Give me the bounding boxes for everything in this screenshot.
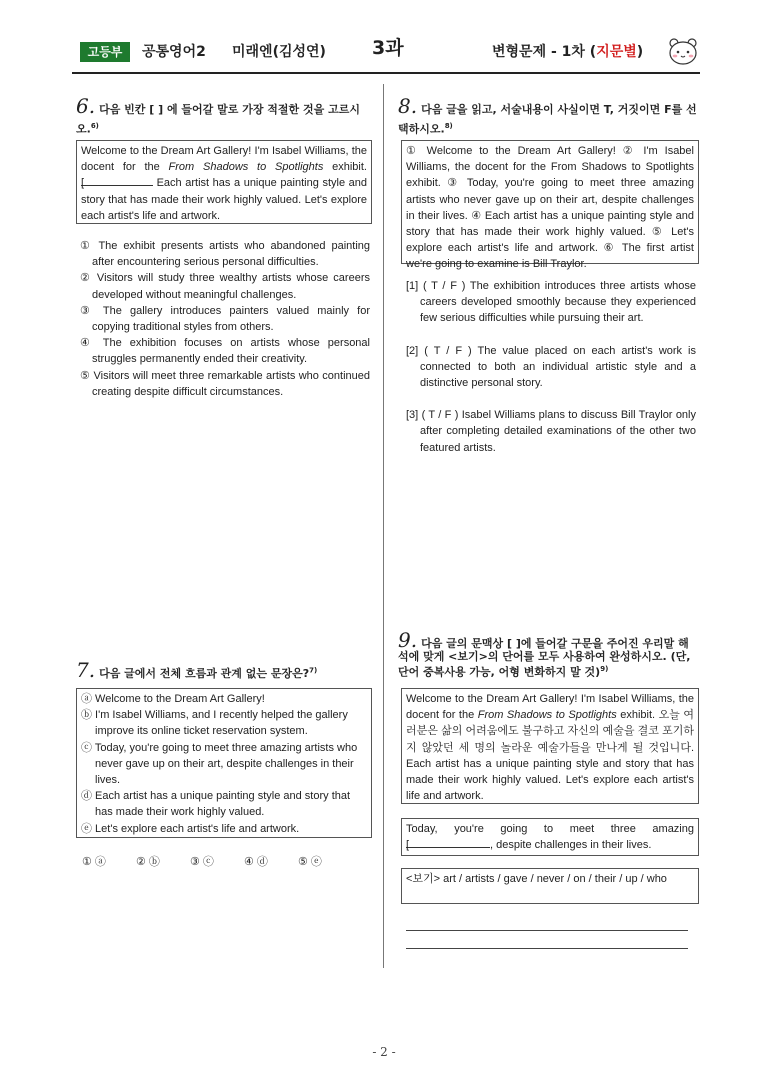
q7-sentence: ⓓ Each artist has a unique painting style and story that has made their work highly valued. <box>81 790 351 819</box>
q7-choice[interactable]: ④ ⓓ <box>244 856 268 868</box>
q6-option[interactable]: ③ The gallery introduces painters valued mainly for copying traditional styles from others. <box>80 304 370 334</box>
q7-sentence: ⓐ Welcome to the Dream Art Gallery! <box>81 693 265 705</box>
q8-tf-item[interactable]: [1] ( T / F ) The exhibition introduces three artists whose careers developed smoothly because they experienced few serious difficulties while pursuing their art. <box>406 280 696 325</box>
answer-blank[interactable]: [ <box>406 837 490 848</box>
q9-prompt: 9. 다음 글의 문맥상 [ ]에 들어갈 구문을 주어진 우리말 해석에 맞게 <보기>의 단어를 모두 사용하여 완성하시오. (단, 단어 중복사용 가능, 어형 변화하지 말 것)$^{9)}$ <box>398 628 691 679</box>
q6-prompt: 6. 다음 빈칸 [ ] 에 들어갈 말로 가장 적절한 것을 고르시오.$^{6)}$ <box>76 94 360 136</box>
q9-bogi: <보기> art / artists / gave / never / on / their / up / who <box>401 868 699 904</box>
q6-option[interactable]: ⑤ Visitors will meet three remarkable artists who continued creating despite difficult circumstances. <box>80 369 370 398</box>
q9-sentence: Today, you're going to meet three amazing [ , despite challenges in their lives. <box>401 818 699 856</box>
answer-line[interactable] <box>406 930 688 931</box>
q8-prompt: 8. 다음 글을 읽고, 서술내용이 사실이면 T, 거짓이면 F를 선택하시오.$^{8)}$ <box>398 94 697 136</box>
q7-prompt: 7. 다음 글에서 전체 흐름과 관계 없는 문장은?$^{7)}$ <box>76 658 318 682</box>
q7-sentence: ⓔ Let's explore each artist's life and artwork. <box>81 822 300 835</box>
q8-tf-item[interactable]: [2] ( T / F ) The value placed on each artist's work is connected to both an individual artistic style and a distinctive personal story. <box>406 344 696 390</box>
q7-sentence: ⓒ Today, you're going to meet three amazing artists who never gave up on their art, despite challenges in their lives. <box>81 741 358 787</box>
header-rule <box>72 72 700 74</box>
q6-option[interactable]: ① The exhibit presents artists who abandoned painting after encountering serious personal difficulties. <box>80 240 370 269</box>
q7-choice[interactable]: ③ ⓒ <box>190 856 214 868</box>
test-type: 변형문제 - 1차 (지문별) <box>492 44 644 60</box>
page-number: - 2 - <box>372 1045 396 1059</box>
q9-passage: Welcome to the Dream Art Gallery! I'm Isabel Williams, the docent for the From Shadows to Spotlights exhibit. 오늘 여러분은 삶의 어려움에도 불구하고 자신의 예술을 결코 포기하지 않았던 세 명의 놀라운 예술가들을 만나게 될 것입니다. Each artist has a unique painting style and story that has made their work highly valued. Let's explore each artist's life and artwork. <box>401 688 699 804</box>
q6-options <box>80 238 370 400</box>
subject-title: 공통영어2 <box>142 44 206 60</box>
publisher-title: 미래엔(김성연) <box>232 44 326 60</box>
q7-passage <box>76 688 372 838</box>
q8-items <box>406 278 696 472</box>
q7-choices <box>82 853 352 869</box>
q7-sentence: ⓑ I'm Isabel Williams, and I recently helped the gallery improve its online ticket reservation system. <box>81 709 348 738</box>
q8-passage: ① Welcome to the Dream Art Gallery! ② I'm Isabel Williams, the docent for the From Shadows to Spotlights exhibit. ③ Today, you're going to meet three amazing artists who never gave up on their art, despite challenges in their lives. ④ Each artist has a unique painting style and story that has made their work highly valued. ⑤ Let's explore each artist's life and artwork. ⑥ The first artist we're going to examine is Bill Traylor. <box>401 140 699 264</box>
lesson-title: 3과 <box>372 37 404 59</box>
column-divider <box>383 84 384 968</box>
q8-tf-item[interactable]: [3] ( T / F ) Isabel Williams plans to discuss Bill Traylor only after completing detailed examinations of the other two featured artists. <box>406 409 696 454</box>
q7-choice[interactable]: ① ⓐ <box>82 856 106 868</box>
answer-line[interactable] <box>406 948 688 949</box>
q6-option[interactable]: ② Visitors will study three wealthy artists whose careers developed without meaningful challenges. <box>80 272 370 301</box>
q7-choice[interactable]: ② ⓑ <box>136 856 160 868</box>
bear-mascot-icon <box>666 36 700 66</box>
grade-badge: 고등부 <box>80 42 130 62</box>
q6-passage: Welcome to the Dream Art Gallery! I'm Isabel Williams, the docent for the From Shadows to Spotlights exhibit. [ Each artist has a unique painting style and story that has made their work highly valued. Let's explore each artist's life and artwork. <box>76 140 372 224</box>
answer-blank: [ <box>81 175 153 186</box>
q7-choice[interactable]: ⑤ ⓔ <box>298 856 322 868</box>
q6-option[interactable]: ④ The exhibition focuses on artists whose personal struggles permanently ended their creativity. <box>80 337 370 366</box>
